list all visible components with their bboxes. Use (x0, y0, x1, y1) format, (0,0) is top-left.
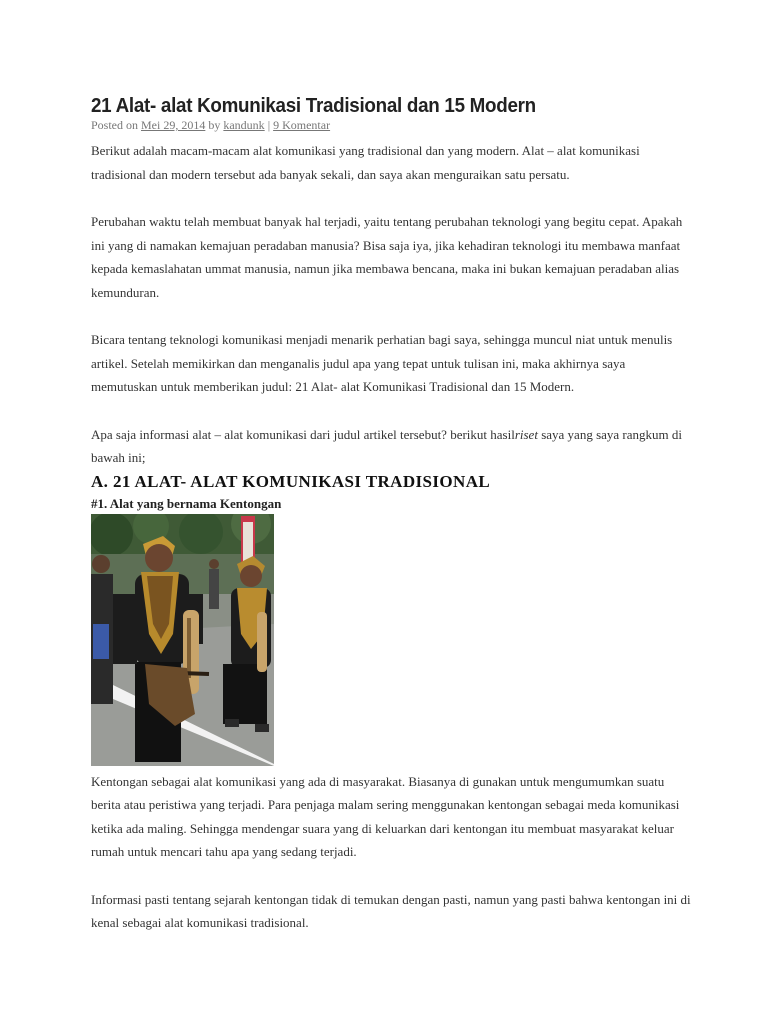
paragraph-technology-change: Perubahan waktu telah membuat banyak hal terjadi, yaitu tentang perubahan teknologi yang begitu cepat. Apakah ini yang di namakan kemajuan peradaban manusia? Bisa saja iya, jika kehadiran teknologi itu membawa manfaat kepada kemaslahatan ummat manusia, namun jika membawa bencana, maka ini bukan kemajuan peradaban alias kemunduran. (91, 214, 683, 300)
post-meta (91, 118, 691, 132)
riset-italic: riset (514, 426, 538, 442)
author-link[interactable]: kandunk (223, 118, 265, 132)
by-label: by (208, 118, 221, 132)
comments-link[interactable]: 9 Komentar (273, 118, 331, 132)
question-text: Apa saja informasi alat – alat komunikasi dari judul artikel tersebut? berikut hasil (91, 426, 515, 442)
article (91, 94, 691, 935)
post-date-link[interactable]: Mei 29, 2014 (141, 118, 206, 132)
question-text-end: saya yang saya rangkum di bawah ini; (91, 426, 682, 465)
section-heading-traditional: A. 21 ALAT- ALAT KOMUNIKASI TRADISIONAL (91, 471, 491, 491)
intro-paragraph: Berikut adalah macam-macam alat komunikasi yang tradisional dan yang modern. Alat – alat komunikasi tradisional dan modern tersebut ada banyak sekali, dan saya akan menguraikan satu persatu. (91, 143, 640, 182)
posted-on-label: Posted on (91, 118, 139, 132)
item-heading-kentongan: #1. Alat yang bernama Kentongan (91, 495, 282, 511)
kentongan-description: Kentongan sebagai alat komunikasi yang ada di masyarakat. Biasanya di gunakan untuk mengumumkan suatu berita atau peristiwa yang terjadi. Para penjaga malam sering menggunakan kentongan sebagai meda komunikasi ketika ada maling. Sehingga mendengar suara yang di keluarkan dari kentongan itu membuat masyarakat keluar rumah untuk mencari tahu apa yang sedang terjadi. (91, 773, 680, 859)
paragraph-communication-technology: Bicara tentang teknologi komunikasi menjadi menarik perhatian bagi saya, sehingga muncul niat untuk menulis artikel. Setelah memikirkan dan menganalis judul apa yang tepat untuk tulisan ini, maka akhirnya saya memutuskan untuk memberikan judul: 21 Alat- alat Komunikasi Tradisional dan 15 Modern. (91, 332, 673, 394)
meta-separator: | (267, 118, 271, 132)
kentongan-history: Informasi pasti tentang sejarah kentongan tidak di temukan dengan pasti, namun yang pasti bahwa kentongan ini di kenal sebagai alat komunikasi tradisional. (91, 891, 691, 930)
kentongan-photo (91, 514, 274, 766)
paragraph-question (91, 423, 691, 470)
article-title: 21 Alat- alat Komunikasi Tradisional dan 15 Modern (91, 95, 536, 117)
